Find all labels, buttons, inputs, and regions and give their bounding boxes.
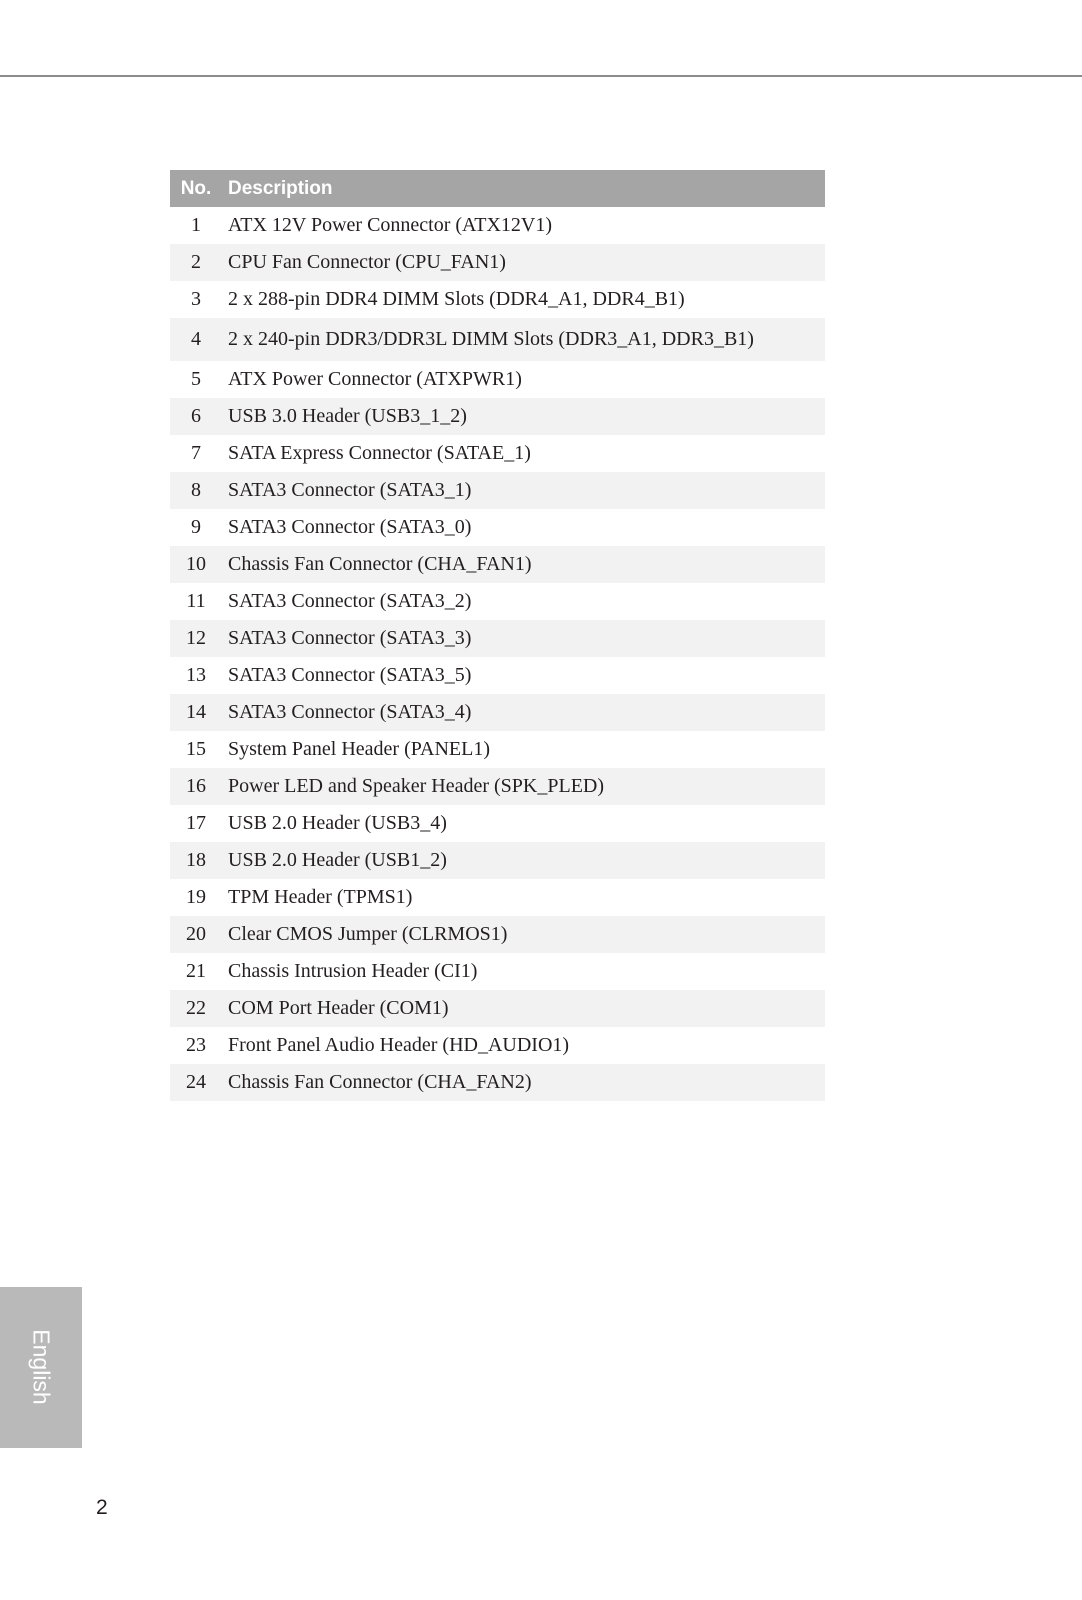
row-number: 21: [186, 960, 206, 982]
row-description: ATX Power Connector (ATXPWR1): [228, 368, 522, 390]
row-description: CPU Fan Connector (CPU_FAN1): [222, 244, 825, 281]
row-number: 23: [186, 1034, 206, 1056]
table-row: [170, 1064, 825, 1101]
row-number: 10: [170, 546, 222, 583]
row-description: SATA3 Connector (SATA3_0): [228, 516, 472, 538]
table-row: [170, 398, 825, 435]
language-label: English: [28, 1329, 55, 1405]
row-description: TPM Header (TPMS1): [228, 886, 413, 908]
row-description: SATA3 Connector (SATA3_3): [222, 620, 825, 657]
table-row: [170, 318, 825, 361]
table-row: [170, 842, 825, 879]
row-number: 4: [170, 318, 222, 361]
row-description: Power LED and Speaker Header (SPK_PLED): [222, 768, 825, 805]
table-row: [170, 435, 825, 472]
row-description: Front Panel Audio Header (HD_AUDIO1): [228, 1034, 570, 1056]
row-number: 24: [170, 1064, 222, 1101]
row-description: System Panel Header (PANEL1): [228, 738, 490, 760]
row-number: 16: [170, 768, 222, 805]
row-number: 11: [186, 590, 206, 612]
row-number: 14: [170, 694, 222, 731]
row-number: 6: [170, 398, 222, 435]
table-row: [170, 472, 825, 509]
row-number: 9: [191, 516, 201, 538]
row-number: 5: [191, 368, 201, 390]
row-number: 8: [170, 472, 222, 509]
table-header: [170, 170, 825, 207]
connector-table: [170, 170, 825, 1101]
row-description: SATA3 Connector (SATA3_5): [228, 664, 472, 686]
row-number: 13: [186, 664, 206, 686]
row-description: Clear CMOS Jumper (CLRMOS1): [222, 916, 825, 953]
row-description: USB 3.0 Header (USB3_1_2): [222, 398, 825, 435]
table-row: [170, 657, 825, 694]
table-body: [170, 207, 825, 1101]
row-number: 2: [170, 244, 222, 281]
language-tab: [0, 1287, 82, 1448]
row-description: ATX 12V Power Connector (ATX12V1): [228, 214, 553, 236]
row-number: 3: [191, 288, 201, 310]
row-number: 17: [186, 812, 206, 834]
row-number: 22: [170, 990, 222, 1027]
table-row: [170, 361, 825, 398]
row-description: SATA3 Connector (SATA3_2): [228, 590, 472, 612]
row-number: 20: [170, 916, 222, 953]
row-description: SATA3 Connector (SATA3_4): [222, 694, 825, 731]
table-row: [170, 1027, 825, 1064]
row-description: Chassis Fan Connector (CHA_FAN1): [222, 546, 825, 583]
row-description: USB 2.0 Header (USB1_2): [222, 842, 825, 879]
table-row: [170, 244, 825, 281]
table-row: [170, 953, 825, 990]
row-description: Chassis Intrusion Header (CI1): [228, 960, 478, 982]
page-number: 2: [96, 1496, 108, 1519]
row-number: 19: [186, 886, 206, 908]
table-row: [170, 620, 825, 657]
header-description: Description: [222, 170, 825, 207]
row-description: Chassis Fan Connector (CHA_FAN2): [222, 1064, 825, 1101]
table-row: [170, 207, 825, 244]
table-row: [170, 805, 825, 842]
table-row: [170, 768, 825, 805]
table-row: [170, 990, 825, 1027]
row-description: SATA Express Connector (SATAE_1): [228, 442, 531, 464]
row-number: 15: [186, 738, 206, 760]
table-row: [170, 879, 825, 916]
row-description: USB 2.0 Header (USB3_4): [228, 812, 447, 834]
table-row: [170, 546, 825, 583]
row-number: 12: [170, 620, 222, 657]
row-description: 2 x 240-pin DDR3/DDR3L DIMM Slots (DDR3_A1, DDR3_B1): [222, 318, 825, 361]
header-no: No.: [170, 170, 222, 207]
table-row: [170, 731, 825, 768]
top-rule: [0, 75, 1082, 77]
table-row: [170, 281, 825, 318]
row-number: 1: [191, 214, 201, 236]
table-header-row: [170, 170, 825, 207]
row-description: 2 x 288-pin DDR4 DIMM Slots (DDR4_A1, DDR4_B1): [228, 288, 685, 310]
row-description: SATA3 Connector (SATA3_1): [222, 472, 825, 509]
table-row: [170, 916, 825, 953]
row-number: 18: [170, 842, 222, 879]
table-row: [170, 509, 825, 546]
row-number: 7: [191, 442, 201, 464]
table-row: [170, 583, 825, 620]
row-description: COM Port Header (COM1): [222, 990, 825, 1027]
table-row: [170, 694, 825, 731]
